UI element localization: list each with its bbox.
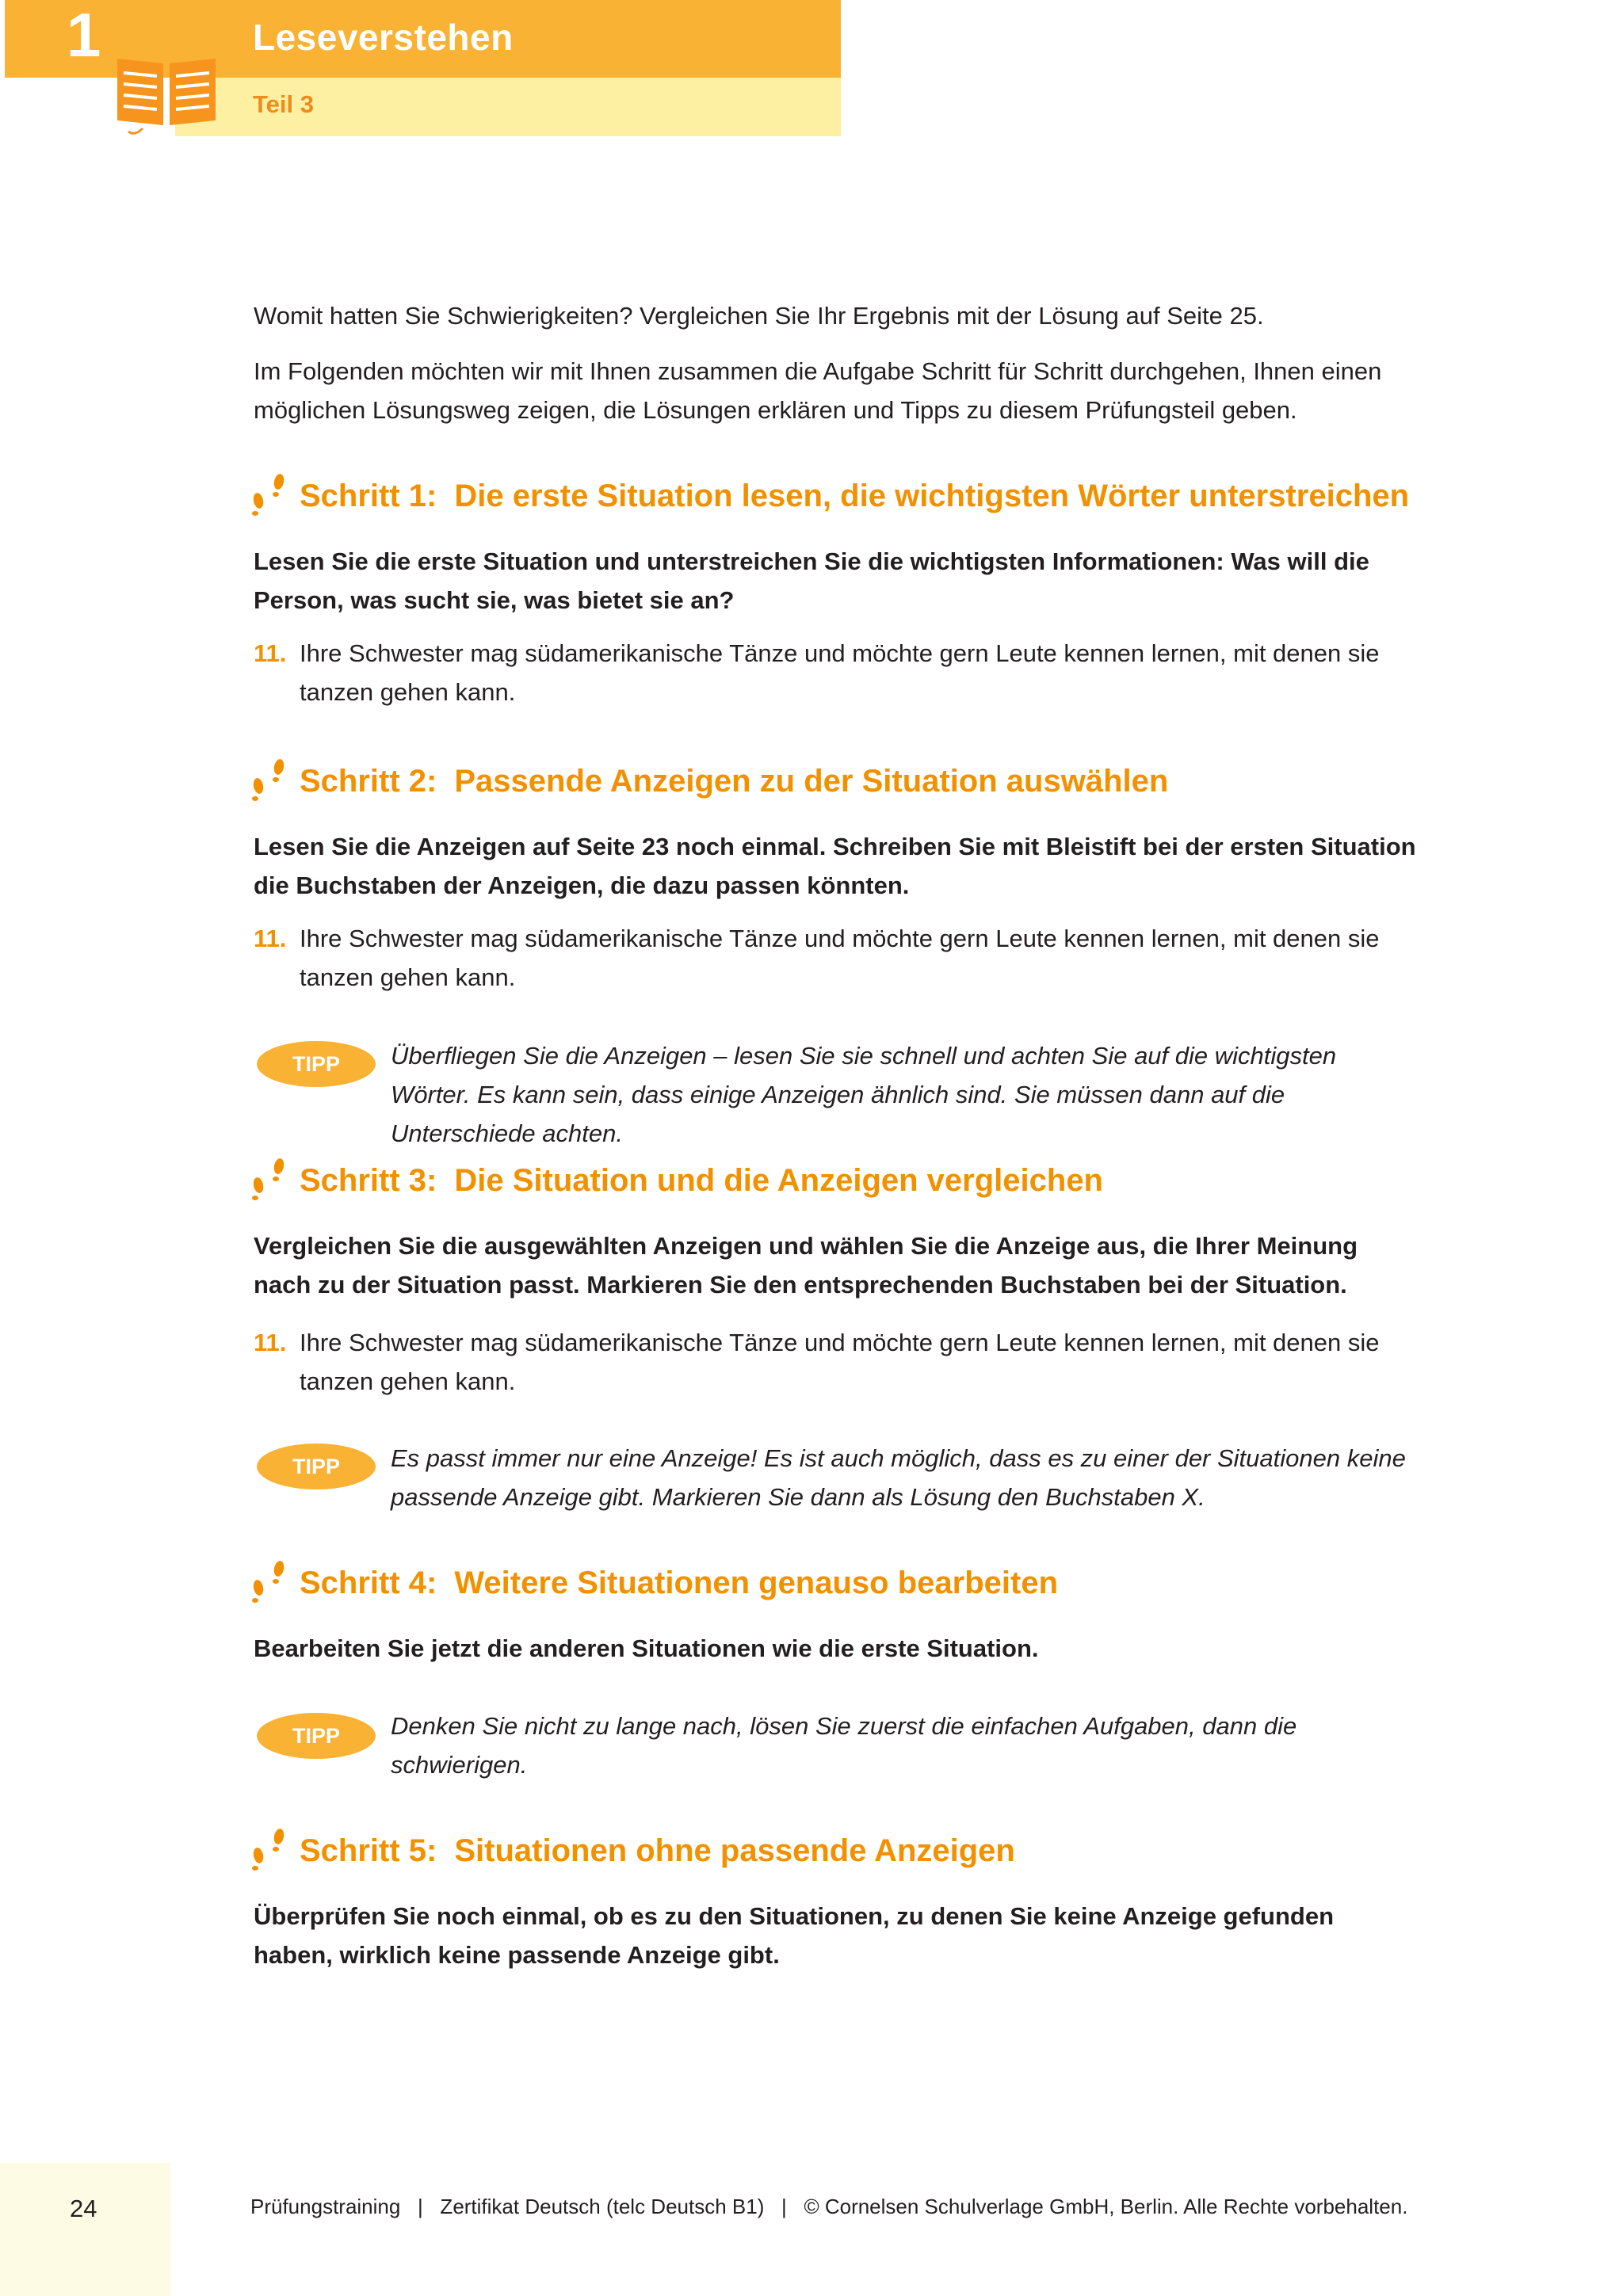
step-2-heading	[300, 764, 1168, 799]
footer-page-box	[0, 2163, 170, 2296]
step-4-heading	[300, 1566, 1058, 1601]
step-4-label: Schritt 4:	[300, 1566, 437, 1600]
footprints-icon	[247, 1155, 292, 1201]
step-5-heading	[300, 1833, 1015, 1869]
step-5-instruction: Überprüfen Sie noch einmal, ob es zu den Situationen, zu denen Sie keine Anzeige gefunden haben, wirklich keine passende Anzeige gibt.	[254, 1902, 1335, 1969]
step-4-title: Weitere Situationen genauso bearbeiten	[454, 1566, 1058, 1600]
situation-text: Ihre Schwester mag südamerikanische Tänze und möchte gern Leute kennen lernen, mit denen sie tanzen gehen kann.	[300, 1329, 1380, 1395]
step-2-tipp-text: Überfliegen Sie die Anzeigen – lesen Sie sie schnell und achten Sie auf die wichtigsten Wörter. Es kann sein, dass einige Anzeigen ähnlich sind. Sie müssen dann auf die Unterschiede achten.	[391, 1042, 1337, 1147]
step-1-heading	[300, 479, 1409, 514]
situation-number: 11.	[254, 1329, 287, 1356]
step-3-tipp-text: Es passt immer nur eine Anzeige! Es ist auch möglich, dass es zu einer der Situationen keine passende Anzeige gibt. Markieren Sie dann als Lösung den Buchstaben X.	[391, 1444, 1406, 1511]
footprints-icon	[247, 471, 292, 517]
footer-copyright: Prüfungstraining | Zertifikat Deutsch (telc Deutsch B1) | © Cornelsen Schulverlage GmbH, Berlin. Alle Rechte vorbehalten.	[250, 2195, 1408, 2218]
header-subtitle-bar	[175, 78, 841, 136]
step-2-instruction: Lesen Sie die Anzeigen auf Seite 23 noch einmal. Schreiben Sie mit Bleistift bei der ersten Situation die Buchstaben der Anzeigen, die dazu passen könnten.	[254, 833, 1416, 899]
situation-text: Ihre Schwester mag südamerikanische Tänze und möchte gern Leute kennen lernen, mit denen sie tanzen gehen kann.	[300, 925, 1380, 991]
step-2-situation	[254, 919, 1419, 997]
chapter-number: 1	[5, 0, 175, 78]
situation-number: 11.	[254, 925, 287, 952]
tipp-badge: TIPP	[257, 1444, 376, 1489]
step-3-label: Schritt 3:	[300, 1163, 437, 1198]
step-5-label: Schritt 5:	[300, 1833, 437, 1868]
open-book-icon	[111, 52, 222, 139]
intro-paragraph-1: Womit hatten Sie Schwierigkeiten? Vergleichen Sie Ihr Ergebnis mit der Lösung auf Seite 25.	[254, 302, 1264, 330]
step-3-instruction: Vergleichen Sie die ausgewählten Anzeigen und wählen Sie die Anzeige aus, die Ihrer Meinung nach zu der Situation passt. Markieren Sie den entsprechenden Buchstaben bei der Situation.	[254, 1232, 1358, 1299]
step-1-title: Die erste Situation lesen, die wichtigsten Wörter unterstreichen	[454, 479, 1410, 513]
step-2-title: Passende Anzeigen zu der Situation auswählen	[454, 764, 1169, 799]
footprints-icon	[247, 1825, 292, 1871]
step-3-situation	[254, 1323, 1419, 1401]
situation-text: Ihre Schwester mag südamerikanische Tänze und möchte gern Leute kennen lernen, mit denen sie tanzen gehen kann.	[300, 639, 1380, 706]
step-5-title: Situationen ohne passende Anzeigen	[454, 1833, 1015, 1868]
step-1-label: Schritt 1:	[300, 479, 437, 513]
page-number: 24	[70, 2195, 97, 2222]
situation-number: 11.	[254, 639, 287, 667]
step-4-tipp-text: Denken Sie nicht zu lange nach, lösen Sie zuerst die einfachen Aufgaben, dann die schwierigen.	[391, 1712, 1297, 1779]
header-title-bar	[175, 0, 841, 78]
footprints-icon	[247, 756, 292, 802]
step-4-instruction: Bearbeiten Sie jetzt die anderen Situationen wie die erste Situation.	[254, 1634, 1039, 1662]
step-3-title: Die Situation und die Anzeigen vergleichen	[454, 1163, 1103, 1198]
page-title: Leseverstehen	[253, 17, 514, 58]
tipp-badge: TIPP	[257, 1041, 376, 1087]
intro-paragraph-2: Im Folgenden möchten wir mit Ihnen zusammen die Aufgabe Schritt für Schritt durchgehen, Ihnen einen möglichen Lösungsweg zeigen, die Lösungen erklären und Tipps zu diesem Prüfungsteil geben.	[254, 357, 1382, 424]
page-subtitle: Teil 3	[253, 90, 314, 118]
step-3-heading	[300, 1163, 1103, 1199]
step-2-label: Schritt 2:	[300, 764, 437, 799]
tipp-badge: TIPP	[257, 1713, 376, 1759]
footprints-icon	[247, 1558, 292, 1604]
step-1-situation	[254, 634, 1419, 711]
step-1-instruction: Lesen Sie die erste Situation und unterstreichen Sie die wichtigsten Informationen: Was will die Person, was sucht sie, was bietet sie an?	[254, 547, 1369, 614]
